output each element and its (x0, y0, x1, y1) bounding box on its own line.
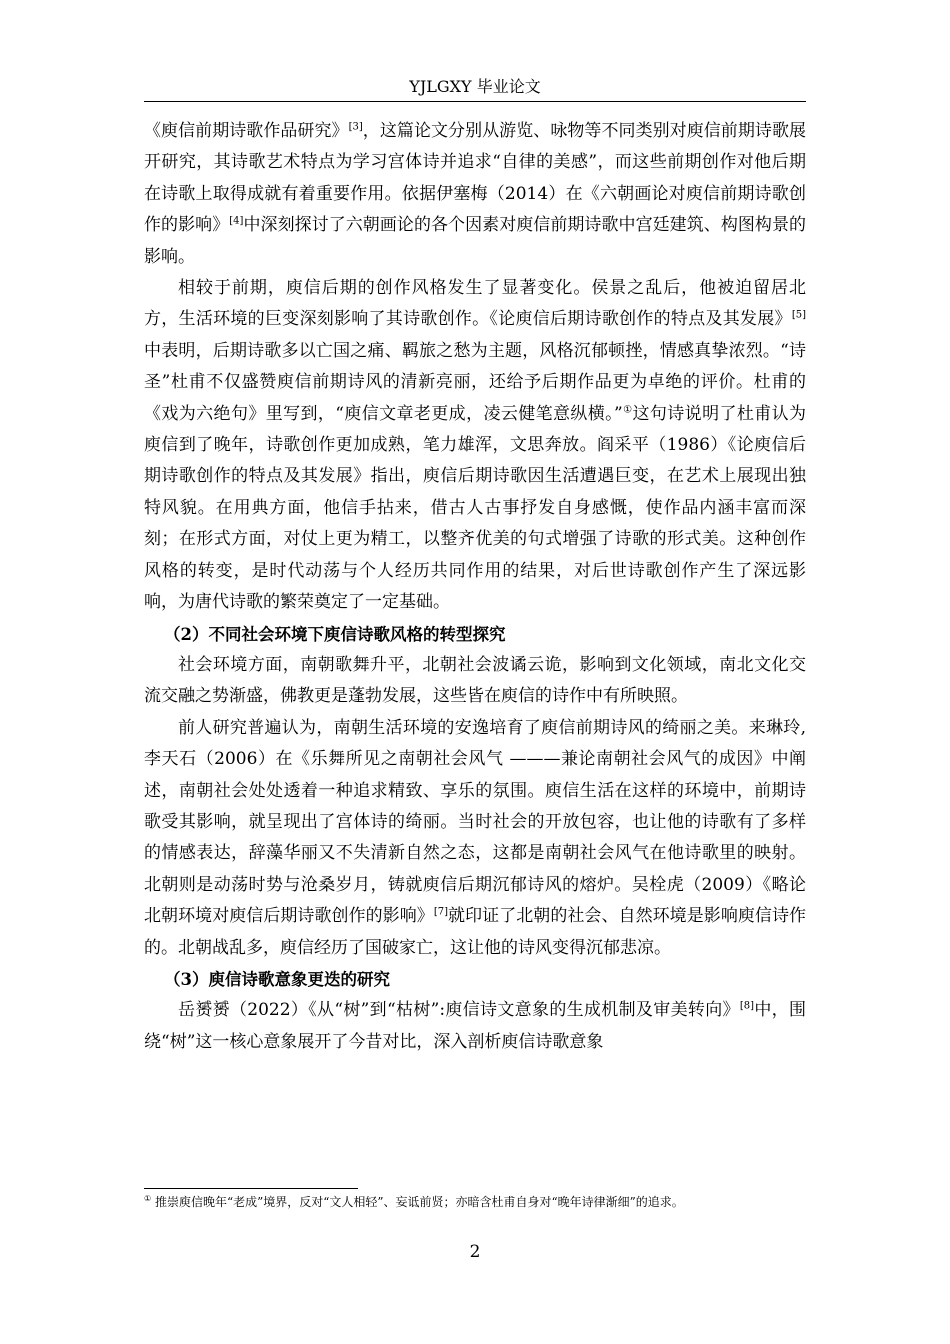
page-number: 2 (469, 1242, 481, 1262)
footnote-separator (144, 1188, 358, 1189)
paragraph-3: 社会环境方面，南朝歌舞升平，北朝社会波谲云诡，影响到文化领域，南北文化交流交融之势渐盛，佛教更是蓬勃发展，这些皆在庾信的诗作中有所映照。 (144, 654, 806, 707)
header-title: YJLGXY 毕业论文 (409, 77, 541, 96)
section-heading-2: （2）不同社会环境下庾信诗歌风格的转型探究 (164, 624, 506, 644)
citation-5: [5] (791, 309, 806, 321)
page-header (144, 74, 806, 100)
citation-3: [3] (348, 121, 363, 133)
footnote (144, 1194, 806, 1211)
section-heading-3: （3）庾信诗歌意象更迭的研究 (164, 969, 390, 989)
paragraph-1: 《庾信前期诗歌作品研究》[3]，这篇论文分别从游览、咏物等不同类别对庾信前期诗歌展开研究，其诗歌艺术特点为学习宫体诗并追求“自律的美感”，而这些前期创作对他后期在诗歌上取得成就有着重要作用。依据伊塞梅（2014）在《六朝画论对庾信前期诗歌创作的影响》[4]中深刻探讨了六朝画论的各个因素对庾信前期诗歌中宫廷建筑、构图构景的影响。 (144, 121, 807, 267)
paragraph-5: 岳赟赟（2022）《从“树”到“枯树”:庾信诗文意象的生成机制及审美转向》[8]中，围绕“树”这一核心意象展开了今昔对比，深入剖析庾信诗歌意象 (144, 1000, 806, 1052)
footnote-mark: ① (144, 1194, 152, 1203)
main-text (144, 116, 806, 1058)
header-rule (144, 101, 806, 102)
paragraph-4: 前人研究普遍认为，南朝生活环境的安逸培育了庾信前期诗风的绮丽之美。来琳玲,李天石（2006）在《乐舞所见之南朝社会风气 ———兼论南朝社会风气的成因》中阐述，南朝社会处处透着一种追求精致、享乐的氛围。庾信生活在这样的环境中，前期诗歌受其影响，就呈现出了宫体诗的绮丽。当时社会的开放包容，也让他的诗歌有了多样的情感表达，辞藻华丽又不失清新自然之态，这都是南朝社会风气在他诗歌里的映射。北朝则是动荡时势与沧桑岁月，铸就庾信后期沉郁诗风的熔炉。吴栓虎（2009）《略论北朝环境对庾信后期诗歌创作的影响》[7]就印证了北朝的社会、自然环境是影响庾信诗作的。北朝战乱多，庾信经历了国破家亡，这让他的诗风变得沉郁悲凉。 (144, 717, 807, 958)
citation-7: [7] (433, 906, 448, 918)
footnote-text: 推崇庾信晚年“老成”境界，反对“文人相轻”、妄诋前贤；亦暗含杜甫自身对“晚年诗律渐细”的追求。 (151, 1195, 684, 1209)
citation-8: [8] (739, 1000, 755, 1012)
paragraph-2: 相较于前期，庾信后期的创作风格发生了显著变化。侯景之乱后，他被迫留居北方，生活环境的巨变深刻影响了其诗歌创作。《论庾信后期诗歌创作的特点及其发展》[5]中表明，后期诗歌多以亡国之痛、羁旅之愁为主题，风格沉郁顿挫，情感真挚浓烈。“诗圣”杜甫不仅盛赞庾信前期诗风的清新亮丽，还给予后期作品更为卓绝的评价。杜甫的《戏为六绝句》里写到，“庾信文章老更成，凌云健笔意纵横。”①这句诗说明了杜甫认为庾信到了晚年，诗歌创作更加成熟，笔力雄浑，文思奔放。阎采平（1986）《论庾信后期诗歌创作的特点及其发展》指出，庾信后期诗歌因生活遭遇巨变，在艺术上展现出独特风貌。在用典方面，他信手拈来，借古人古事抒发自身感慨，使作品内涵丰富而深刻；在形式方面，对仗上更为精工，以整齐优美的句式增强了诗歌的形式美。这种创作风格的转变，是时代动荡与个人经历共同作用的结果，对后世诗歌创作产生了深远影响，为唐代诗歌的繁荣奠定了一定基础。 (144, 278, 807, 613)
citation-4: [4] (229, 215, 244, 227)
footnote-reference[interactable]: ① (622, 404, 633, 415)
